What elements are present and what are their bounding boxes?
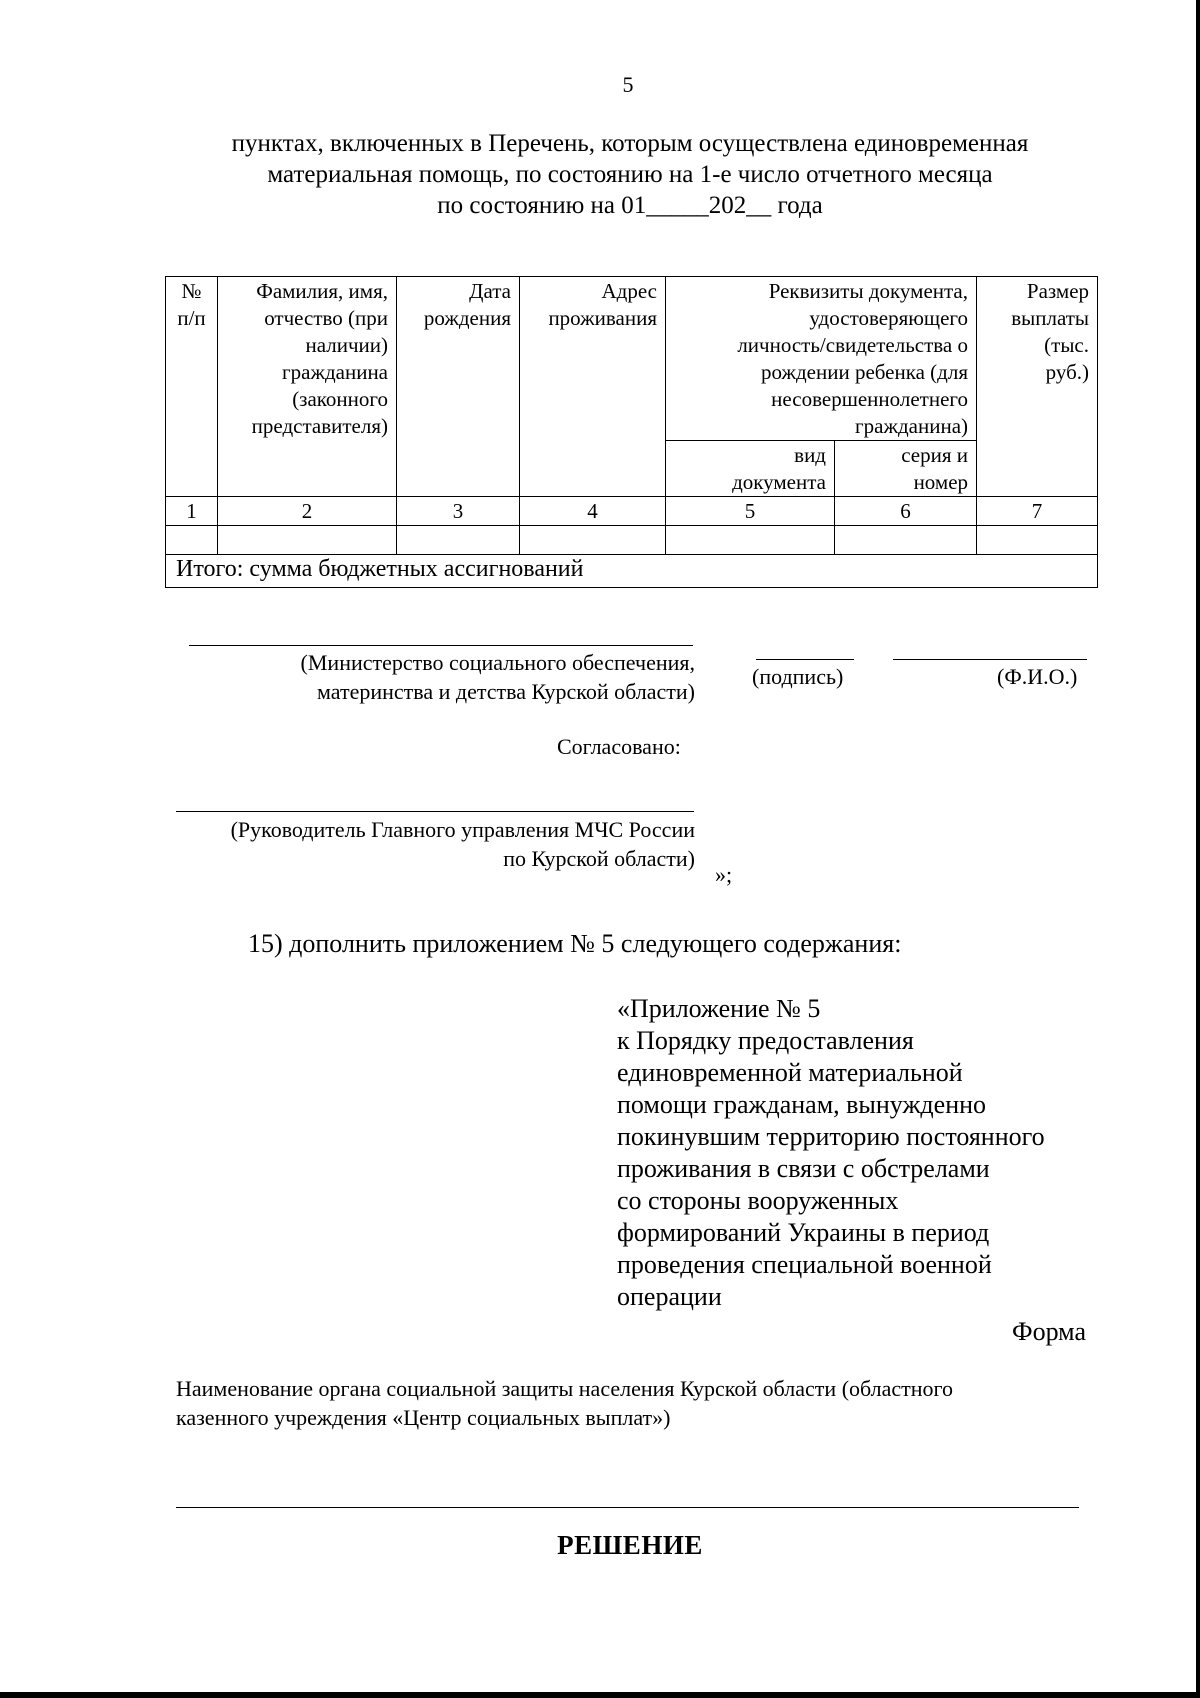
column-number: 2 [218,497,397,526]
agreed-label: Согласовано: [557,734,681,759]
heading-line-3: по состоянию на 01_____202__ года [437,192,823,219]
page-frame-bottom [0,1692,1200,1698]
table-cell [166,526,218,555]
col-header-address: Адрес проживания [520,277,666,497]
column-number: 7 [977,497,1098,526]
col-header-document: Реквизиты документа, удостоверяющего личность/свидетельства о рождении ребенка (для несовершеннолетнего гражданина) [666,277,977,441]
col-header-name: Фамилия, имя, отчество (при наличии) гражданина (законного представителя) [218,277,397,497]
page-frame-right [1196,0,1200,1698]
item-15: 15) дополнить приложением № 5 следующего содержания: [248,929,902,958]
col-header-payment: Размер выплаты (тыс. руб.) [977,277,1098,497]
page-number: 5 [622,72,634,97]
ministry-signature-line [189,645,693,646]
table-total-row: Итого: сумма бюджетных ассигнований [166,555,1098,588]
closing-quote: »; [715,862,733,887]
table-cell [666,526,835,555]
table-cell [835,526,977,555]
column-number: 5 [666,497,835,526]
forma-label: Форма [1012,1317,1086,1346]
table-cell [520,526,666,555]
table-cell [218,526,397,555]
table-cell [397,526,520,555]
col-header-number: № п/п [166,277,218,497]
organ-name-line [176,1507,1079,1508]
column-numbers-row [166,497,1098,526]
annex-header: «Приложение № 5 к Порядку предоставления единовременной материальной помощи гражданам, вынужденно покинувшим территорию постоянного проживания в связи с обстрелами со стороны вооруженных формирований Украины в период проведения специальной военной операции [617,994,1045,1311]
podpis-line [756,659,854,660]
fio-caption: (Ф.И.О.) [997,664,1078,689]
column-number: 6 [835,497,977,526]
organ-name-caption: Наименование органа социальной защиты населения Курской области (областного казенного учреждения «Центр социальных выплат») [176,1376,954,1430]
column-number: 3 [397,497,520,526]
col-header-birthdate: Дата рождения [397,277,520,497]
podpis-caption: (подпись) [752,664,844,689]
table-row [166,526,1098,555]
decision-title: РЕШЕНИЕ [557,1530,703,1560]
column-number: 4 [520,497,666,526]
column-number: 1 [166,497,218,526]
table-cell [977,526,1098,555]
fio-line [893,659,1087,660]
heading [160,128,1100,221]
col-header-doc-series: серия и номер [835,441,977,497]
heading-line-2: материальная помощь, по состоянию на 1-е число отчетного месяца [267,161,993,188]
mchs-caption: (Руководитель Главного управления МЧС России по Курской области) [230,817,695,871]
ministry-caption: (Министерство социального обеспечения, материнства и детства Курской области) [300,650,695,704]
col-header-doc-type: вид документа [666,441,835,497]
mchs-signature-line [176,811,694,812]
report-table [165,276,1098,588]
heading-line-1: пунктах, включенных в Перечень, которым осуществлена единовременная [231,130,1029,157]
